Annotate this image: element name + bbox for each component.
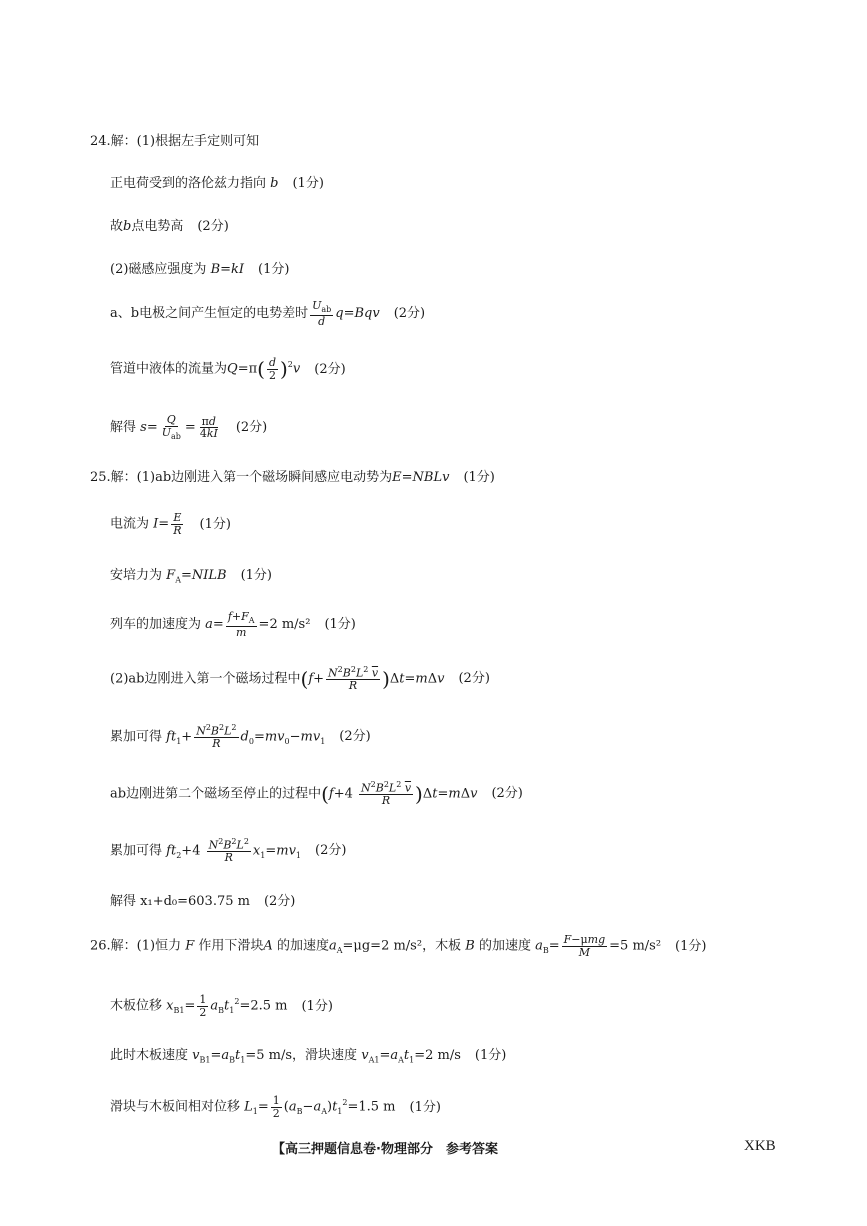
q24-line-6: 解得 s= $\frac{Q}{U_{ab}}$ = $\frac{\pi d}{4kI}$ (2分) bbox=[110, 413, 268, 441]
q25-line-4: (2)ab边刚进入第一个磁场过程中(f+ $\frac{N^2B^2L^2 \overline{v}}{R}$ )Δt=mΔv (2分) bbox=[110, 665, 490, 693]
q24-line-3: (2)磁感应强度为 B=kI (1分) bbox=[110, 262, 290, 277]
q25-line-1: 电流为 I= $\frac{E}{R}$ (1分) bbox=[110, 511, 231, 537]
q26-line-3: 滑块与木板间相对位移 $L_1=$ $\frac{1}{2}$ $(a_B-a_A)t_1^2=1.5$ m (1分) bbox=[110, 1094, 441, 1120]
q25-line-2: 安培力为 $F_A=NILB$ (1分) bbox=[110, 568, 272, 585]
q26-line-2: 此时木板速度 $v_{B1}=a_Bt_1=5$ m/s，滑块速度 $v_{A1}=a_At_1=2$ m/s (1分) bbox=[110, 1048, 507, 1065]
q25-line-3: 列车的加速度为 a= $\frac{f+F_A}{m}$ =2 m/s² (1分) bbox=[110, 610, 356, 639]
q25-line-7: 累加可得 $ft_2+4$ $\frac{N^2B^2L^2}{R}$ $x_1=mv_1$ (2分) bbox=[110, 837, 347, 865]
q25-line-6: ab边刚进第二个磁场至停止的过程中(f+4 $\frac{N^2B^2L^2 \overline{v}}{R}$ )Δt=mΔv (2分) bbox=[110, 780, 523, 808]
q25-line-8: 解得 x₁+d₀=603.75 m (2分) bbox=[110, 894, 296, 909]
q25-heading: 25.解：(1)ab边刚进入第一个磁场瞬间感应电动势为E=NBLv (1分) bbox=[90, 470, 495, 485]
q24-line-4: a、b电极之间产生恒定的电势差时 $\frac{U_{ab}}{d}$ q=Bqv (2分) bbox=[110, 299, 426, 328]
q24-line-2: 故b点电势高 (2分) bbox=[110, 219, 229, 234]
q24-line-5: 管道中液体的流量为Q=π( $\frac{d}{2}$ )$^2$v (2分) bbox=[110, 356, 346, 382]
q26-heading: 26.解：(1)恒力 F 作用下滑块A 的加速度$a_A=\mu g=2$ m/s²，木板 B 的加速度 $a_B=$ $\frac{\text{F−μmg}}{M}$ =5 m/s² (1分) bbox=[90, 933, 707, 959]
q25-line-5: 累加可得 $ft_1+$ $\frac{N^2B^2L^2}{R}$ $d_0=mv_0-mv_1$ (2分) bbox=[110, 723, 371, 751]
footer-title: 【高三押题信息卷·物理部分 参考答案 bbox=[272, 1142, 498, 1157]
q24-heading: 24.解：(1)根据左手定则可知 bbox=[90, 134, 260, 149]
footer-code: XKB bbox=[744, 1138, 776, 1154]
q24-line-1: 正电荷受到的洛伦兹力指向 b (1分) bbox=[110, 176, 324, 191]
q26-line-1: 木板位移 $x_{B1}=$ $\frac{1}{2}$ $a_Bt_1^2=2.5$ m (1分) bbox=[110, 993, 333, 1019]
